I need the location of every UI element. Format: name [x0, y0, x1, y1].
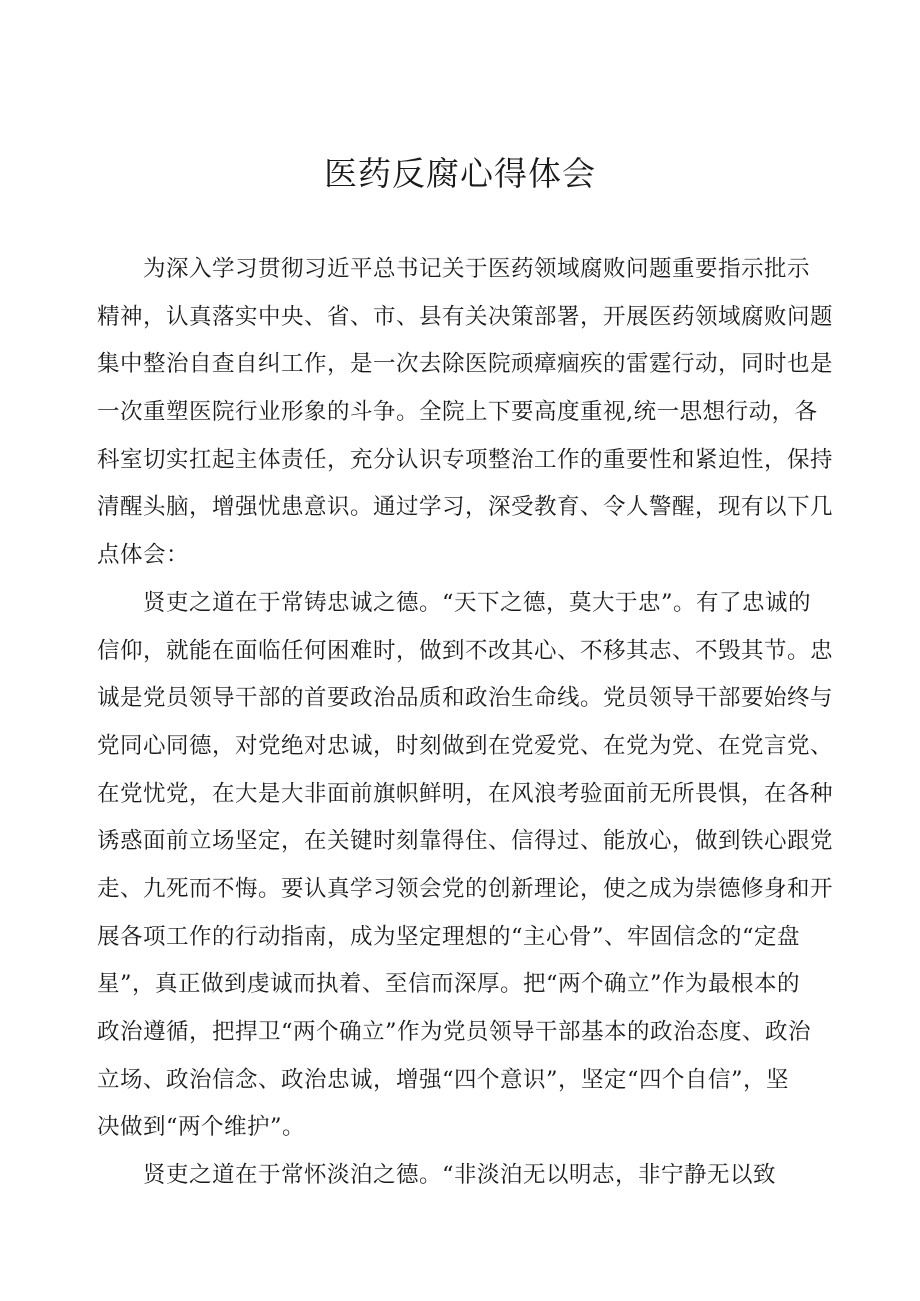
text-line: 一次重塑医院行业形象的斗争。全院上下要高度重视,统一思想行动，各: [97, 399, 818, 426]
paragraph-intro: [97, 246, 833, 580]
text-line: 为深入学习贯彻习近平总书记关于医药领域腐败问题重要指示批示: [97, 256, 811, 282]
text-line: 走、九死而不悔。要认真学习领会党的创新理论，使之成为崇德修身和开: [97, 875, 834, 902]
text-line: 贤吏之道在于常怀淡泊之德。“非淡泊无以明志，非宁静无以致: [97, 1162, 777, 1189]
document-title: 医药反腐心得体会: [324, 154, 596, 193]
text-line: 政治遵循，把捍卫“两个确立”作为党员领导干部基本的政治态度、政治: [97, 1019, 812, 1045]
text-line: 科室切实扛起主体责任，充分认识专项整治工作的重要性和紧迫性，保持: [97, 446, 834, 473]
text-line: 信仰，就能在面临任何困难时，做到不改其心、不移其志、不毁其节。忠: [97, 637, 834, 664]
document-body: [97, 246, 833, 1200]
text-line: 诱惑面前立场坚定，在关键时刻靠得住、信得过、能放心，做到铁心跟党: [97, 828, 834, 855]
text-line: 清醒头脑，增强忧患意识。通过学习，深受教育、令人警醒，现有以下几: [97, 494, 834, 521]
text-line: 决做到“两个维护”。: [97, 1114, 306, 1141]
paragraph-indifference: [97, 1152, 833, 1200]
paragraph-loyalty: [97, 580, 833, 1152]
text-line: 党同心同德，对党绝对忠诚，时刻做到在党爱党、在党为党、在党言党、: [97, 732, 834, 759]
text-line: 诚是党员领导干部的首要政治品质和政治生命线。党员领导干部要始终与: [97, 685, 834, 712]
text-line: 立场、政治信念、政治忠诚，增强“四个意识”，坚定“四个自信”，坚: [97, 1066, 790, 1093]
text-line: 精神，认真落实中央、省、市、县有关决策部署，开展医药领域腐败问题: [97, 303, 834, 330]
text-line: 星”，真正做到虔诚而执着、至信而深厚。把“两个确立”作为最根本的: [97, 971, 801, 998]
text-line: 展各项工作的行动指南，成为坚定理想的“主心骨”、牢固信念的“定盘: [97, 923, 801, 950]
text-line: 集中整治自查自纠工作，是一次去除医院顽瘴痼疾的雷霆行动，同时也是: [97, 351, 834, 378]
text-line: 点体会：: [97, 542, 190, 569]
text-line: 贤吏之道在于常铸忠诚之德。“天下之德，莫大于忠”。有了忠诚的: [97, 589, 812, 616]
text-line: 在党忧党，在大是大非面前旗帜鲜明，在风浪考验面前无所畏惧，在各种: [97, 780, 834, 807]
